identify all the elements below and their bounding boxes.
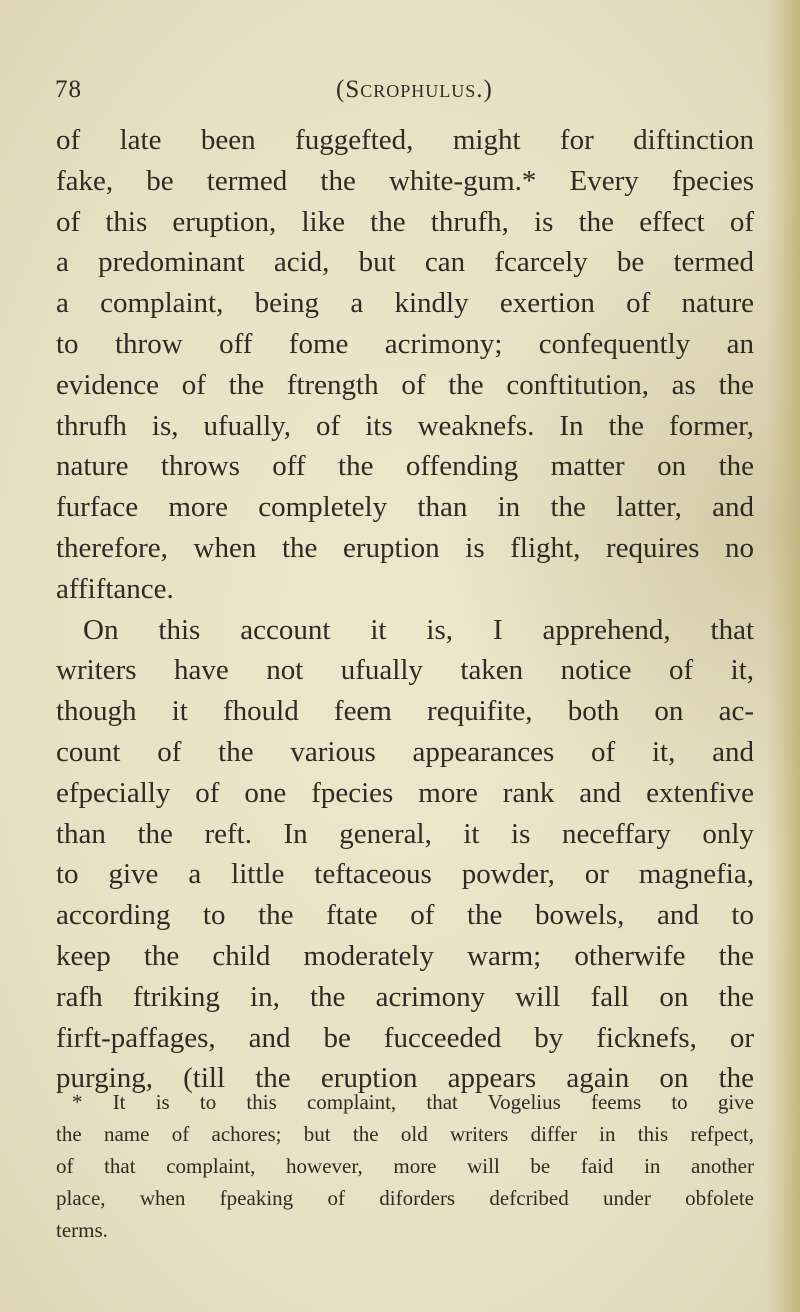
body-line: rafh ftriking in, the acrimony will fall on the [56, 980, 754, 1013]
page-header [0, 76, 800, 116]
body-line: thrufh is, ufually, of its weaknefs. In the former, [56, 409, 754, 442]
body-line: according to the ftate of the bowels, and to [56, 899, 754, 932]
body-line: than the reft. In general, it is neceffary only [56, 817, 754, 850]
body-line: to give a little teftaceous powder, or magnefia, [56, 858, 754, 891]
body-line: count of the various appearances of it, and [56, 735, 754, 768]
body-line: therefore, when the eruption is flight, requires no [56, 531, 754, 564]
body-line: affiftance. [56, 572, 174, 605]
body-text [56, 120, 754, 1099]
footnote-line: the name of achores; but the old writers differ in this refpect, [56, 1122, 754, 1146]
body-line: evidence of the ftrength of the conftitution, as the [56, 368, 754, 401]
body-line: nature throws off the offending matter on the [56, 450, 754, 483]
body-line: purging, (till the eruption appears again on the [56, 1062, 754, 1095]
body-line: of this eruption, like the thrufh, is the effect of [56, 205, 754, 238]
running-head: (Scrophulus.) [336, 76, 493, 103]
body-line: furface more completely than in the latter, and [56, 491, 754, 524]
body-line: to throw off fome acrimony; confequently an [56, 327, 754, 360]
footnote-line: of that complaint, however, more will be faid in another [56, 1154, 754, 1178]
body-line: writers have not ufually taken notice of it, [56, 654, 754, 687]
paragraph-start-line: On this account it is, I apprehend, that [83, 613, 754, 646]
body-line: efpecially of one fpecies more rank and extenfive [56, 776, 754, 809]
page-edge-shadow [766, 0, 800, 1312]
footnote-line: place, when fpeaking of diforders defcribed under obfolete [56, 1186, 754, 1210]
footnote-line: * It is to this complaint, that Vogelius feems to give [72, 1090, 754, 1114]
body-line: keep the child moderately warm; otherwife the [56, 939, 754, 972]
page-number: 78 [55, 76, 82, 103]
body-line: of late been fuggefted, might for diftinction [56, 124, 754, 156]
footnote-line: terms. [56, 1218, 108, 1242]
body-line: a complaint, being a kindly exertion of nature [56, 287, 754, 320]
body-line: fake, be termed the white-gum.* Every fpecies [56, 164, 754, 197]
body-line: though it fhould feem requifite, both on ac- [56, 695, 754, 728]
body-line: firft-paffages, and be fucceeded by ficknefs, or [56, 1021, 754, 1054]
footnote [56, 1086, 754, 1246]
body-line: a predominant acid, but can fcarcely be termed [56, 246, 754, 279]
